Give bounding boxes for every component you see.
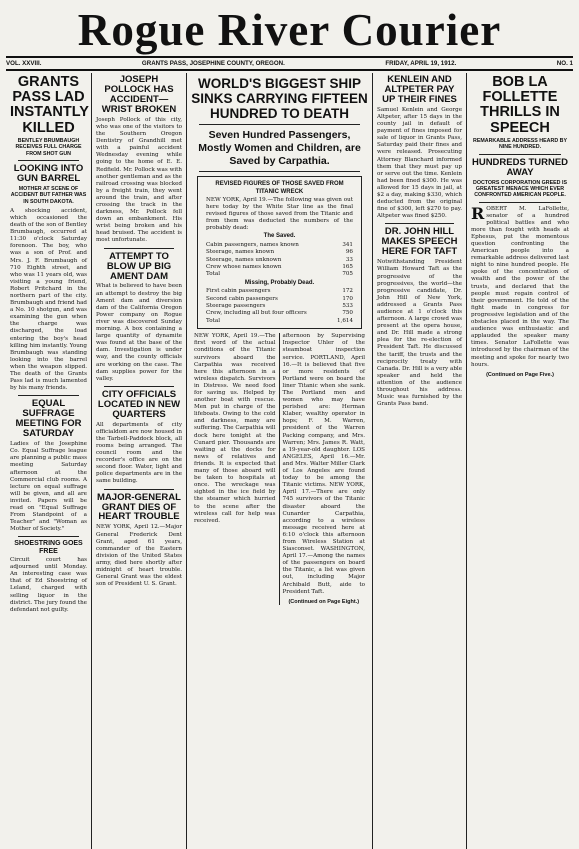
missing-title: Missing, Probably Dead. [244, 279, 315, 286]
titanic-story-split [191, 333, 368, 604]
place-label: GRANTS PASS, JOSEPHINE COUNTY, OREGON. [141, 60, 285, 67]
divider [18, 536, 79, 537]
story-city-officials: All departments of city officialdom are now housed in the Tarbell-Paddock block, all rooms being arranged. The council room and the recorder's office are on the second floor. Water, light and police departments are in the same building. [96, 421, 182, 485]
continued-note-lafollette: (Continued on Page Five.) [486, 371, 554, 378]
divider [18, 160, 79, 161]
saved-row [206, 257, 353, 264]
headline-lafollette: BOB LA FOLLETTE THRILLS IN SPEECH [480, 74, 560, 136]
saved-label: Steerage, names unknown [206, 256, 282, 263]
headline-turned-away: HUNDREDS TURNED AWAY [471, 156, 569, 178]
columns [6, 73, 573, 849]
divider [385, 223, 454, 224]
continued-note: (Continued on Page Eight.) [288, 598, 360, 605]
issue-number: NO. 1 [556, 60, 573, 67]
story-suffrage: Ladies of the Josephine Co. Equal Suffrage league are planning a public mass meeting Saturday afternoon at the Commercial club rooms. A lecture on equal suffrage will be given, and all are invited. Papers will be read on "Equal Suffrage From Standpoint of a Teacher" and "Woman as Mother of Society." [10, 441, 87, 533]
titanic-story-left: NEW YORK, April 19.—The first word of the actual conditions of the Titanic survivors aboard the Carpathia was received here this afternoon in a wireless dispatch. Survivors in Distress. We need food for saving us. Helped by another boat with rescue. Men put in charge of the lifeboats. Owing to the cold and darkness, many are suffering. The Carpathia will dock here tonight at the Cunard pier. Thousands are waiting at the docks for news of relatives and friends. It is expected that many of those aboard will be taken to hospitals at once. The wreckage was sighted in the ice field by the steamer which hurried to the scene after the wireless call for help was received. [191, 333, 280, 604]
titanic-story-right: afternoon by Supervising Inspector Uhler of the steamboat inspection service. PORTLAND, April 16.—It is believed that five or more residents of Portland were on board the liner Titanic when she sank. The Portland men and women who may have perished are: Herman Klaber, wealthy operator in hops; F. M. Warren, president of the Warren Packing company, and Mrs. Warren; Mrs. James R. Watt, a 19-year-old daughter. LOS ANGELES, April 16.—Mr. and Mrs. Walter Miller Clark of Los Angeles are found today to be among the Titanic victims. NEW YORK, April 17.—There are only 745 survivors of the Titanic disaster aboard the Cunarder Carpathia, according to a wireless message received here at 6:10 o'clock this afternoon from Wireless Station at Siasconset. WASHINGTON, April 17.—Among the names of the passengers on board the Titanic, a list was given out, including Major Archibald Butt, aide to President Taft. [282, 333, 365, 595]
volume-label: VOL. XXVIII. [6, 60, 42, 67]
story-john-hill: Notwithstanding President William Howard Taft as the progressive of the progressives, the world—the progressive candidate, Dr. John Hill of New York, addressed a Grants Pass audience at 1 o'clock this afternoon. A large crowd was present at the opera house, and Dr. Hill made a strong plea for the re-election of President Taft. He discussed the tariff, the trusts and the reciprocity treaty with Canada. Dr. Hill is a very able speaker and held the attention of the audience throughout his address. Music was furnished by the Grants Pass band. [377, 259, 462, 408]
missing-row [206, 296, 353, 303]
deck-turned-away: DOCTORS CORPORATION GREED IS GREATEST MENACE WHICH EVER CONFRONTED AMERICAN PEOPLE. [473, 179, 567, 199]
headline-suffrage: EQUAL SUFFRAGE MEETING FOR SATURDAY [15, 398, 82, 440]
missing-row [206, 288, 353, 295]
divider [199, 171, 360, 172]
saved-value: 96 [345, 249, 353, 256]
missing-value: 170 [342, 295, 353, 302]
story-lafollette [471, 203, 569, 369]
saved-total-value: 705 [342, 271, 353, 278]
missing-label: Crew, including all but four officers [206, 310, 307, 317]
drop-cap: R [471, 203, 485, 223]
subhead-titanic: Seven Hundred Passengers, Mostly Women and Children, are Saved by Carpathia. [198, 129, 361, 167]
headline-city-officials: CITY OFFICIALS LOCATED IN NEW QUARTERS [97, 388, 181, 420]
divider [104, 386, 174, 387]
saved-value: 341 [342, 241, 353, 248]
saved-label: Crew whose names known [206, 264, 282, 271]
saved-label: Steerage, names known [206, 249, 275, 256]
divider [479, 202, 561, 203]
column-2 [92, 73, 187, 849]
saved-total-label: Total [206, 271, 221, 278]
divider [104, 248, 174, 249]
saved-label: Cabin passengers, names known [206, 241, 299, 248]
column-5 [373, 73, 467, 849]
headline-pollock: JOSEPH POLLOCK HAS ACCIDENT—WRIST BROKEN [101, 74, 177, 115]
headline-shoestring: SHOESTRING GOES FREE [14, 540, 83, 555]
missing-value: 172 [342, 288, 353, 295]
story-pollock: Joseph Pollock of this city, who was one of the visitors to the Southern Oregon Dentistry of Grandhill met with a painful accident Wednesday evening while going to the home of E. E. Redfield. Mr. Pollock was with another gentleman and as the railroad crossing was blocked by a freight train, they went around the train, and after crossing the track in the darkness, Mr. Pollock fell down an embankment. His wrist being broken and his head bruised. The accident is most unfortunate. [96, 116, 182, 244]
survivor-figures-box [197, 176, 362, 329]
column-titanic [187, 73, 373, 849]
box-title: REVISED FIGURES OF THOSE SAVED FROM TITANIC WRECK [215, 181, 344, 195]
saved-title: The Saved. [263, 233, 296, 240]
missing-row [206, 310, 353, 317]
missing-total-value: 1,614 [336, 317, 353, 324]
dateline [6, 58, 573, 71]
headline-kenlein: KENLEIN AND ALTPETER PAY UP THEIR FINES [382, 74, 457, 105]
divider [104, 489, 174, 490]
missing-value: 533 [342, 303, 353, 310]
story-lafollette-text: OBERT M. LaFollette, senator of a hundred political battles and who more than fought with heads at Ephesus, put the momentous question confronting the American people into a remarkable address delivered last night to nine hundred people. He spoke of the concentration of wealth and the power of the trusts, and declared that the people must regain control of their government. He told of the fight made in congress for progressive legislation and of the obstacles placed in the way. The audience was enthusiastic and applauded the speaker many times. Senator LaFollette was introduced by the chairman of the meeting and spoke for nearly two hours. [471, 205, 569, 368]
story-shoestring: Circuit court has adjourned until Monday. An interesting case was that of Ed Shoestring of Leland, charged with selling liquor in the district. The jury found the defendant not guilty. [10, 557, 87, 613]
saved-value: 33 [345, 256, 353, 263]
saved-row [206, 249, 353, 256]
headline-lad-killed: GRANTS PASS LAD INSTANTLY KILLED [10, 74, 89, 136]
column-6 [467, 73, 573, 849]
story-lad-killed: A shocking accident, which occasioned the death of the son of Bentley Brumbaugh, occurred at 11:30 o'clock Saturday forenoon. The boy, who was a son of Prof. and Mrs. J. F. Brumbaugh of 710 Eighth street, and who was 11 years old, was visiting a young friend, Robert Pritchard in the northern part of the city. Brumbaugh and friend had a No. 10 shotgun, and was examining the gun when the charge was discharged, the load entering the boy's head killing him instantly. Young Brumbaugh was standing looking into the barrel when the weapon slipped. The death of the Grants Pass lad is much lamented by his many friends. [10, 207, 87, 392]
headline-ament-dam: ATTEMPT TO BLOW UP BIG AMENT DAM [106, 250, 172, 282]
divider [18, 395, 79, 396]
missing-value: 750 [342, 310, 353, 317]
headline-gun-barrel: LOOKING INTO GUN BARREL [13, 162, 84, 184]
headline-john-hill: DR. JOHN HILL MAKES SPEECH HERE FOR TAFT [381, 226, 458, 258]
saved-rows [206, 242, 353, 272]
date-label: FRIDAY, APRIL 19, 1912. [385, 60, 457, 67]
missing-label: Steerage passengers [206, 303, 266, 310]
masthead [6, 4, 573, 58]
saved-row [206, 242, 353, 249]
box-intro: NEW YORK, April 19.—The following was given out here today by the White Star line as the final revised figures of those saved from the Titanic and from them was deducted the numbers of the probably dead: [206, 196, 353, 232]
missing-rows [206, 288, 353, 318]
headline-titanic: WORLD'S BIGGEST SHIP SINKS CARRYING FIFTEEN HUNDRED TO DEATH [191, 76, 368, 122]
headline-grant-dies: MAJOR-GENERAL GRANT DIES OF HEART TROUBLE [97, 491, 181, 523]
missing-total-label: Total [206, 317, 221, 324]
story-grant-dies: NEW YORK, April 12.—Major General Frederick Dent Grant, aged 61 years, commander of the Eastern division of the United States army, died here shortly after midnight of heart trouble. General Grant was the eldest son of President U. S. Grant. [96, 524, 182, 588]
missing-row [206, 303, 353, 310]
saved-row [206, 264, 353, 271]
divider [199, 124, 360, 125]
column-1 [6, 73, 92, 849]
newspaper-title: Rogue River Courier [77, 4, 502, 55]
divider [479, 154, 561, 155]
deck-gun-barrel: MOTHER AT SCENE OF ACCIDENT BUT FATHER WAS IN SOUTH DAKOTA. [10, 185, 87, 205]
saved-value: 165 [342, 264, 353, 271]
deck-lafollette: REMARKABLE ADDRESS HEARD BY NINE HUNDRED. [473, 137, 567, 151]
story-ament-dam: What is believed to have been an attempt to destroy the big Ament dam and diversion dam of the California Oregon Power company on Rogue river was discovered Sunday morning. A box containing a large quantity of dynamite was found at the base of the dam. Investigation is under way, and the county officials are working on the case. The dam supplies power for the valley. [96, 283, 182, 382]
missing-total-row [206, 318, 353, 325]
missing-label: First cabin passengers [206, 288, 271, 295]
deck-lad-killed: BENTLEY BRUMBAUGH RECEIVES FULL CHARGE FROM SHOT GUN [15, 137, 82, 157]
missing-label: Second cabin passengers [206, 295, 278, 302]
story-kenlein: Samuel Kenlein and George Altpeter, after 15 days in the county jail in default of payment of fines imposed for sale of liquor in Grants Pass, Saturday paid their fines and were released. Prosecuting Attorney Blanchard informed them that they must pay up or serve out the time. Kenlein had been fined $300. He was allowed for 15 days in jail, at $2 a day, making $330, which deducted from the original fine of $300, left $270 to pay. Altpeter was fined $250. [377, 106, 462, 220]
saved-total-row [206, 271, 353, 278]
